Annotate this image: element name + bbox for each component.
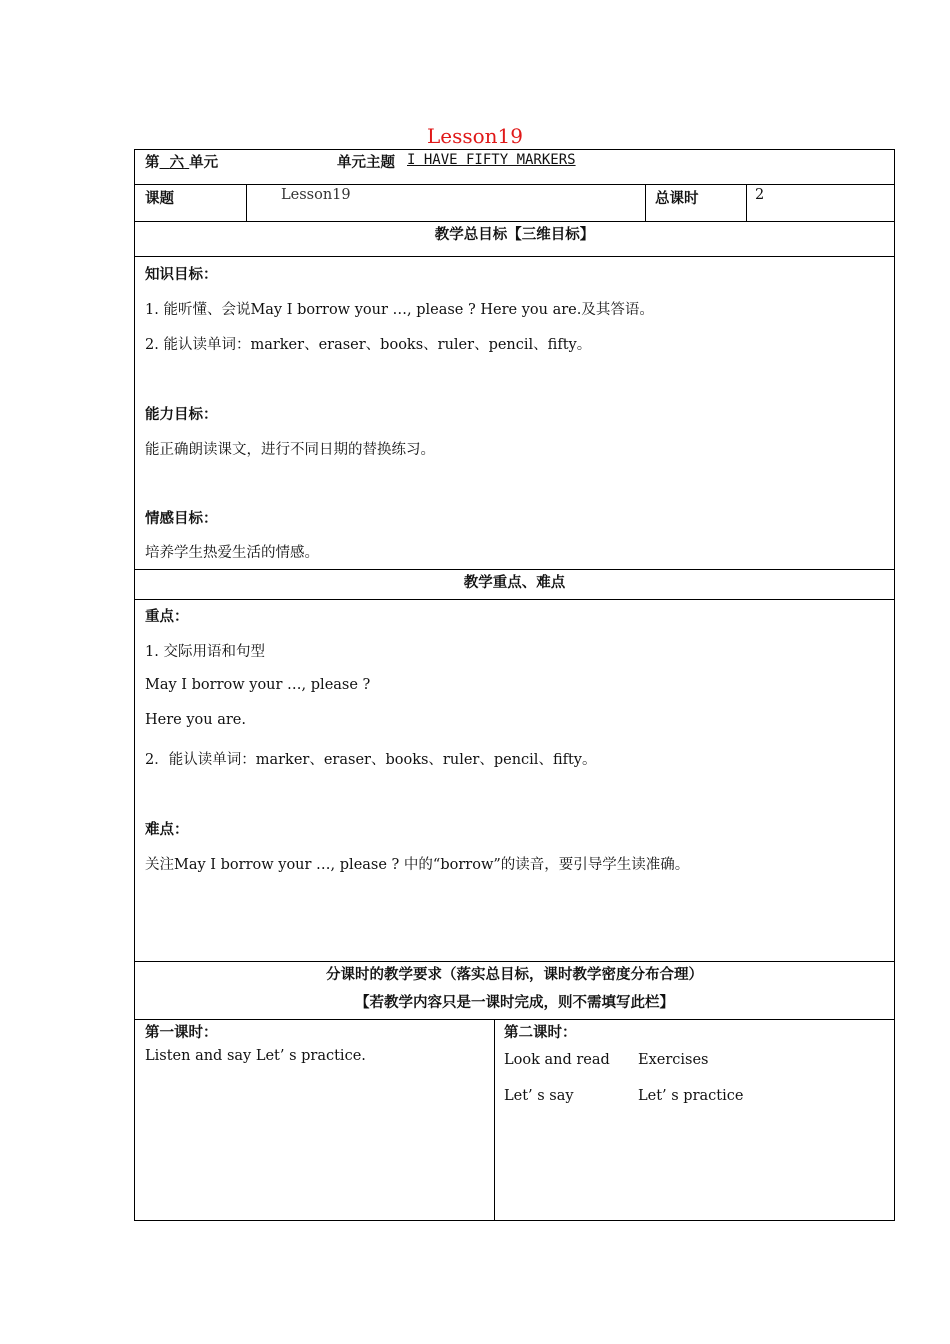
periods-header-row bbox=[134, 961, 895, 1019]
unit-number: 六 bbox=[169, 155, 185, 171]
second-period-label: 第二课时： bbox=[504, 1025, 577, 1041]
key-item-2: May I borrow your …, please ? bbox=[145, 677, 371, 693]
document-title: Lesson19 bbox=[426, 124, 523, 148]
difficult-label: 难点： bbox=[145, 822, 189, 838]
goals-header: 教学总目标【三维目标】 bbox=[434, 227, 595, 243]
topic-value: Lesson19 bbox=[281, 187, 351, 203]
second-period-item-2: Exercises bbox=[638, 1052, 709, 1068]
hours-label: 总课时 bbox=[655, 191, 699, 207]
lesson-plan-table bbox=[134, 149, 895, 1221]
hours-label-cell bbox=[645, 185, 746, 221]
goals-header-row bbox=[134, 221, 895, 256]
key-item-3: Here you are. bbox=[145, 712, 246, 728]
theme-value: I HAVE FIFTY MARKERS bbox=[407, 152, 576, 168]
second-period-cell bbox=[494, 1020, 894, 1220]
topic-value-cell bbox=[246, 185, 645, 221]
hours-value: 2 bbox=[755, 187, 765, 203]
second-period-item-3: Let’ s say bbox=[504, 1088, 574, 1104]
first-period-label: 第一课时： bbox=[145, 1025, 218, 1041]
second-period-item-1: Look and read bbox=[504, 1052, 610, 1068]
emotion-text: 培养学生热爱生活的情感。 bbox=[145, 545, 319, 561]
key-item-1: 1. 交际用语和句型 bbox=[145, 644, 265, 660]
goals-content-row bbox=[134, 256, 895, 569]
unit-suffix: 单元 bbox=[189, 155, 219, 171]
periods-content-row bbox=[134, 1019, 895, 1221]
keypoints-header: 教学重点、难点 bbox=[463, 575, 566, 591]
topic-label: 课题 bbox=[145, 191, 174, 207]
keypoints-header-row bbox=[134, 569, 895, 599]
hours-value-cell bbox=[746, 185, 894, 221]
ability-label: 能力目标： bbox=[145, 407, 218, 423]
first-period-text: Listen and say Let’ s practice. bbox=[145, 1048, 366, 1064]
difficult-text: 关注May I borrow your …, please ? 中的“borrow”的读音，要引导学生读准确。 bbox=[145, 857, 690, 873]
theme-label: 单元主题 bbox=[337, 155, 395, 171]
second-period-item-4: Let’ s practice bbox=[638, 1088, 744, 1104]
unit-prefix: 第 bbox=[145, 155, 160, 171]
periods-header-line2: 【若教学内容只是一课时完成，则不需填写此栏】 bbox=[355, 995, 674, 1011]
knowledge-item-2: 2. 能认读单词：marker、eraser、books、ruler、pencil、fifty。 bbox=[145, 337, 592, 353]
ability-text: 能正确朗读课文，进行不同日期的替换练习。 bbox=[145, 442, 435, 458]
keypoints-content-row bbox=[134, 599, 895, 961]
emotion-label: 情感目标： bbox=[145, 511, 218, 527]
unit-row bbox=[134, 149, 895, 184]
periods-header-line1: 分课时的教学要求（落实总目标，课时教学密度分布合理） bbox=[326, 967, 703, 983]
key-item-4: 2．能认读单词：marker、eraser、books、ruler、pencil、fifty。 bbox=[145, 752, 597, 768]
knowledge-label: 知识目标： bbox=[145, 267, 218, 283]
key-label: 重点： bbox=[145, 609, 189, 625]
topic-row bbox=[134, 184, 895, 221]
unit-label bbox=[145, 151, 218, 172]
knowledge-item-1: 1. 能听懂、会说May I borrow your …, please ? Here you are.及其答语。 bbox=[145, 302, 654, 318]
